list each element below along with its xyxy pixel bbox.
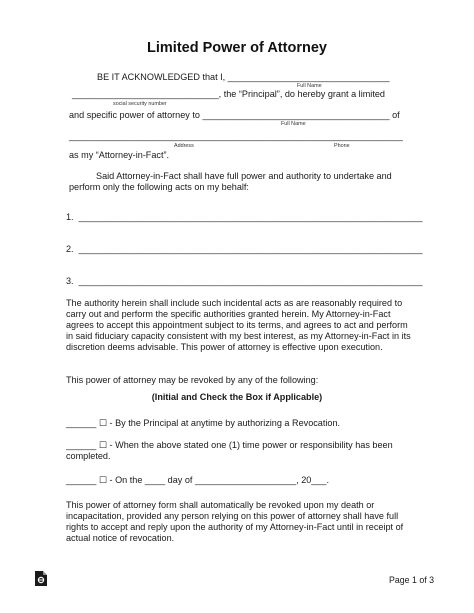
act-line-3: 3. ____________________________________________________________________ bbox=[66, 276, 423, 286]
revocation-intro: This power of attorney may be revoked by any of the following: bbox=[66, 375, 319, 385]
attorney-in-fact-line: as my “Attorney-in-Fact”. bbox=[69, 150, 170, 160]
revocation-option-3: ______ ☐ - On the ____ day of ____________________, 20___. bbox=[66, 475, 330, 485]
revocation-option-1: ______ ☐ - By the Principal at anytime by authorizing a Revocation. bbox=[66, 418, 341, 428]
acknowledgement-line: BE IT ACKNOWLEDGED that I, ________________________________ bbox=[97, 72, 390, 82]
agent-name-caption: Full Name bbox=[281, 121, 306, 127]
acts-intro-paragraph: Said Attorney-in-Fact shall have full power and authority to undertake and perform only the following acts on my behalf: bbox=[69, 171, 392, 193]
revocation-option-2: ______ ☐ - When the above stated one (1) time power or responsibility has been completed. bbox=[66, 440, 393, 462]
full-name-caption: Full Name bbox=[297, 83, 322, 89]
eforms-logo-icon bbox=[34, 570, 48, 587]
principal-line: _____________________________, the “Principal”, do hereby grant a limited bbox=[72, 89, 385, 99]
document-title: Limited Power of Attorney bbox=[147, 40, 327, 56]
act-line-2: 2. ____________________________________________________________________ bbox=[66, 244, 423, 254]
act-line-1: 1. ____________________________________________________________________ bbox=[66, 212, 423, 222]
initial-heading: (Initial and Check the Box if Applicable) bbox=[151, 392, 323, 402]
phone-caption: Phone bbox=[334, 143, 350, 149]
address-caption: Address bbox=[174, 143, 194, 149]
address-line: __________________________________________________________________ bbox=[69, 131, 403, 141]
closing-paragraph: This power of attorney form shall automatically be revoked upon my death or incapacitation, provided any person relying on this power of attorney shall have full rights to accept and reply upon the authority of my Attorney-in-Fact until in receipt of actual notice of revocation. bbox=[66, 500, 404, 544]
page-number: Page 1 of 3 bbox=[389, 575, 434, 585]
grant-line: and specific power of attorney to _____________________________________ of bbox=[69, 110, 400, 120]
ssn-caption: social security number bbox=[113, 101, 167, 107]
authority-paragraph: The authority herein shall include such incidental acts as are reasonably required to carry out and perform the specific authorities granted herein. My Attorney-in-Fact agrees to accept this appointment subject to its terms, and agrees to act and perform in said fiduciary capacity consistent with my best interest, as my Attorney-in-Fact in its discretion deems advisable. This power of attorney is effective upon execution. bbox=[66, 298, 411, 353]
